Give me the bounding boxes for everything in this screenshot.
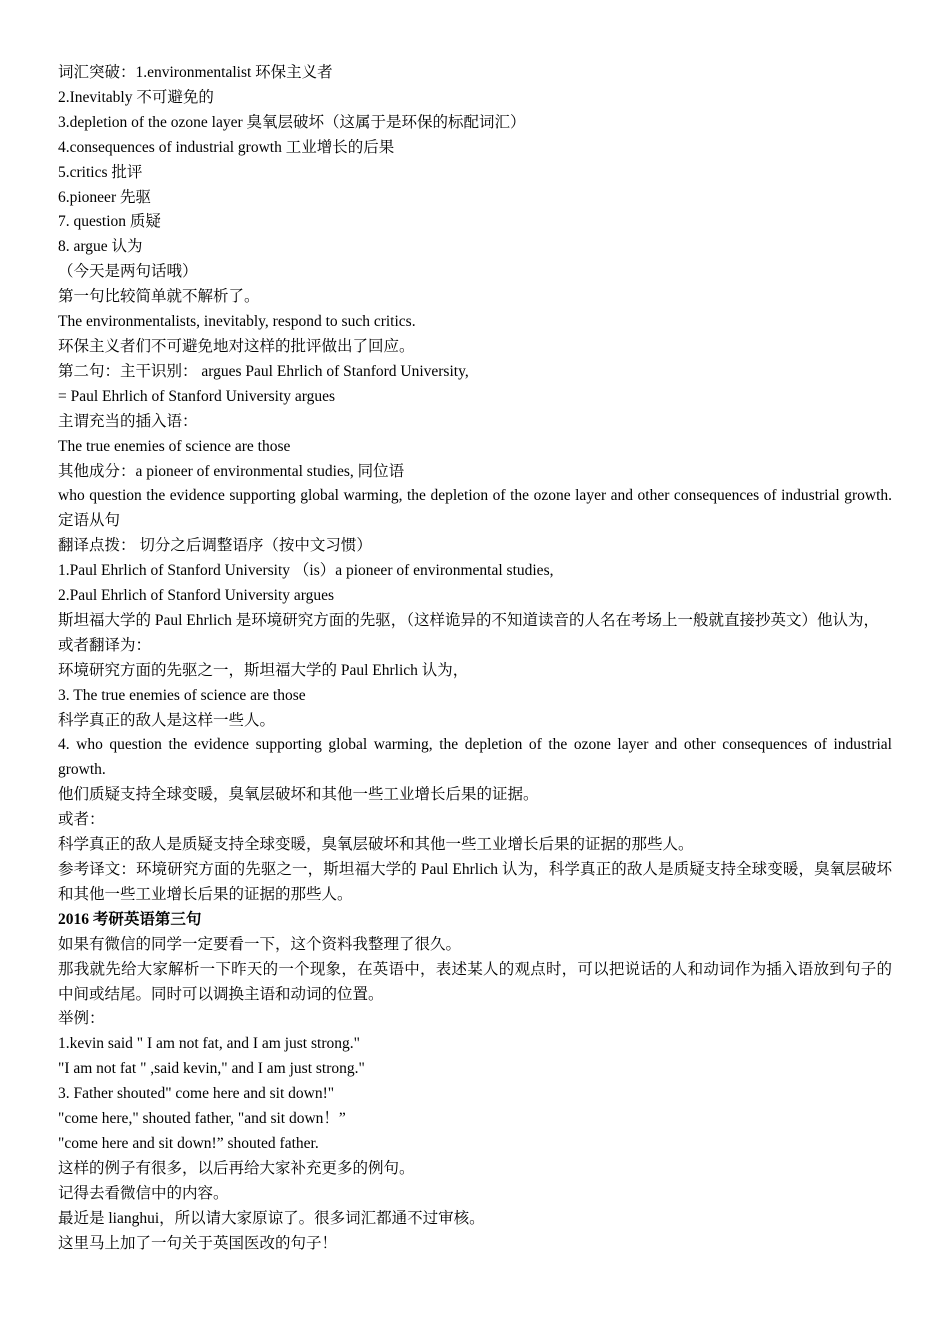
analysis-line: 其他成分：a pioneer of environmental studies, 同位语 [58,462,405,480]
text-line: 最近是 lianghui，所以请大家原谅了。很多词汇都通不过审核。 [58,1209,485,1227]
chinese-translation: 环境研究方面的先驱之一，斯坦福大学的 Paul Ehrlich 认为， [58,661,469,679]
split-part: 1.Paul Ehrlich of Stanford University （is）a pioneer of environmental studies, [58,562,554,580]
vocab-item: 7. question 质疑 [58,213,161,231]
text-line: 或者翻译为： [58,636,152,654]
analysis-paragraph: who question the evidence supporting global warming, the depletion of the ozone layer and other consequences of industrial growth. 定语从句 [58,487,892,530]
section-heading: 2016 考研英语第三句 [58,910,202,928]
example-line: 1.kevin said " I am not fat, and I am just strong." [58,1035,360,1053]
chinese-translation: 科学真正的敌人是质疑支持全球变暖，臭氧层破坏和其他一些工业增长后果的证据的那些人。 [58,836,694,854]
example-line: 3. Father shouted" come here and sit down!" [58,1085,335,1103]
example-line: "come here and sit down!” shouted father. [58,1134,319,1152]
reference-translation: 参考译文：环境研究方面的先驱之一，斯坦福大学的 Paul Ehrlich 认为，科学真正的敌人是质疑支持全球变暖，臭氧层破坏和其他一些工业增长后果的证据的那些人。 [58,861,892,903]
analysis-line: 主谓充当的插入语： [58,412,198,430]
translation-tip: 翻译点拨： 切分之后调整语序（按中文习惯） [58,537,372,555]
text-line: 这里马上加了一句关于英国医改的句子！ [58,1234,338,1252]
chinese-translation: 斯坦福大学的 Paul Ehrlich 是环境研究方面的先驱，（这样诡异的不知道读音的人名在考场上一般就直接抄英文）他认为， [58,611,880,629]
vocab-item: 3.depletion of the ozone layer 臭氧层破坏（这属于是环保的标配词汇） [58,113,526,131]
vocab-item: 4.consequences of industrial growth 工业增长的后果 [58,138,395,156]
analysis-line: The true enemies of science are those [58,437,291,455]
split-part: 3. The true enemies of science are those [58,686,306,704]
english-sentence: The environmentalists, inevitably, respond to such critics. [58,313,416,331]
analysis-line: 第二句：主干识别： argues Paul Ehrlich of Stanford University, [58,362,469,380]
split-part: 4. who question the evidence supporting global warming, the depletion of the ozone layer and other consequences of industrial growth. [58,736,892,779]
text-line: 第一句比较简单就不解析了。 [58,288,260,306]
example-line: "I am not fat " ,said kevin," and I am just strong." [58,1060,365,1078]
vocab-item: 2.Inevitably 不可避免的 [58,88,214,106]
text-line: 或者： [58,811,105,829]
text-line: 这样的例子有很多，以后再给大家补充更多的例句。 [58,1159,415,1177]
note-line: （今天是两句话哦） [58,263,198,281]
text-line: 记得去看微信中的内容。 [58,1184,229,1202]
chinese-translation: 科学真正的敌人是这样一些人。 [58,711,276,729]
document-page [58,61,892,1257]
chinese-translation: 环保主义者们不可避免地对这样的批评做出了回应。 [58,337,415,355]
vocab-item: 6.pioneer 先驱 [58,188,151,206]
text-line: 如果有微信的同学一定要看一下，这个资料我整理了很久。 [58,935,462,953]
text-line: 举例： [58,1010,105,1028]
split-part: 2.Paul Ehrlich of Stanford University argues [58,587,335,605]
example-line: "come here," shouted father, "and sit down！” [58,1110,346,1128]
explanation-paragraph: 那我就先给大家解析一下昨天的一个现象，在英语中，表述某人的观点时，可以把说话的人和动词作为插入语放到句子的中间或结尾。同时可以调换主语和动词的位置。 [58,960,892,1003]
vocab-item: 8. argue 认为 [58,238,143,256]
vocab-heading-line: 词汇突破：1.environmentalist 环保主义者 [58,64,333,81]
analysis-line: = Paul Ehrlich of Stanford University argues [58,387,336,405]
chinese-translation: 他们质疑支持全球变暖，臭氧层破坏和其他一些工业增长后果的证据。 [58,786,539,804]
vocab-item: 5.critics 批评 [58,163,143,181]
